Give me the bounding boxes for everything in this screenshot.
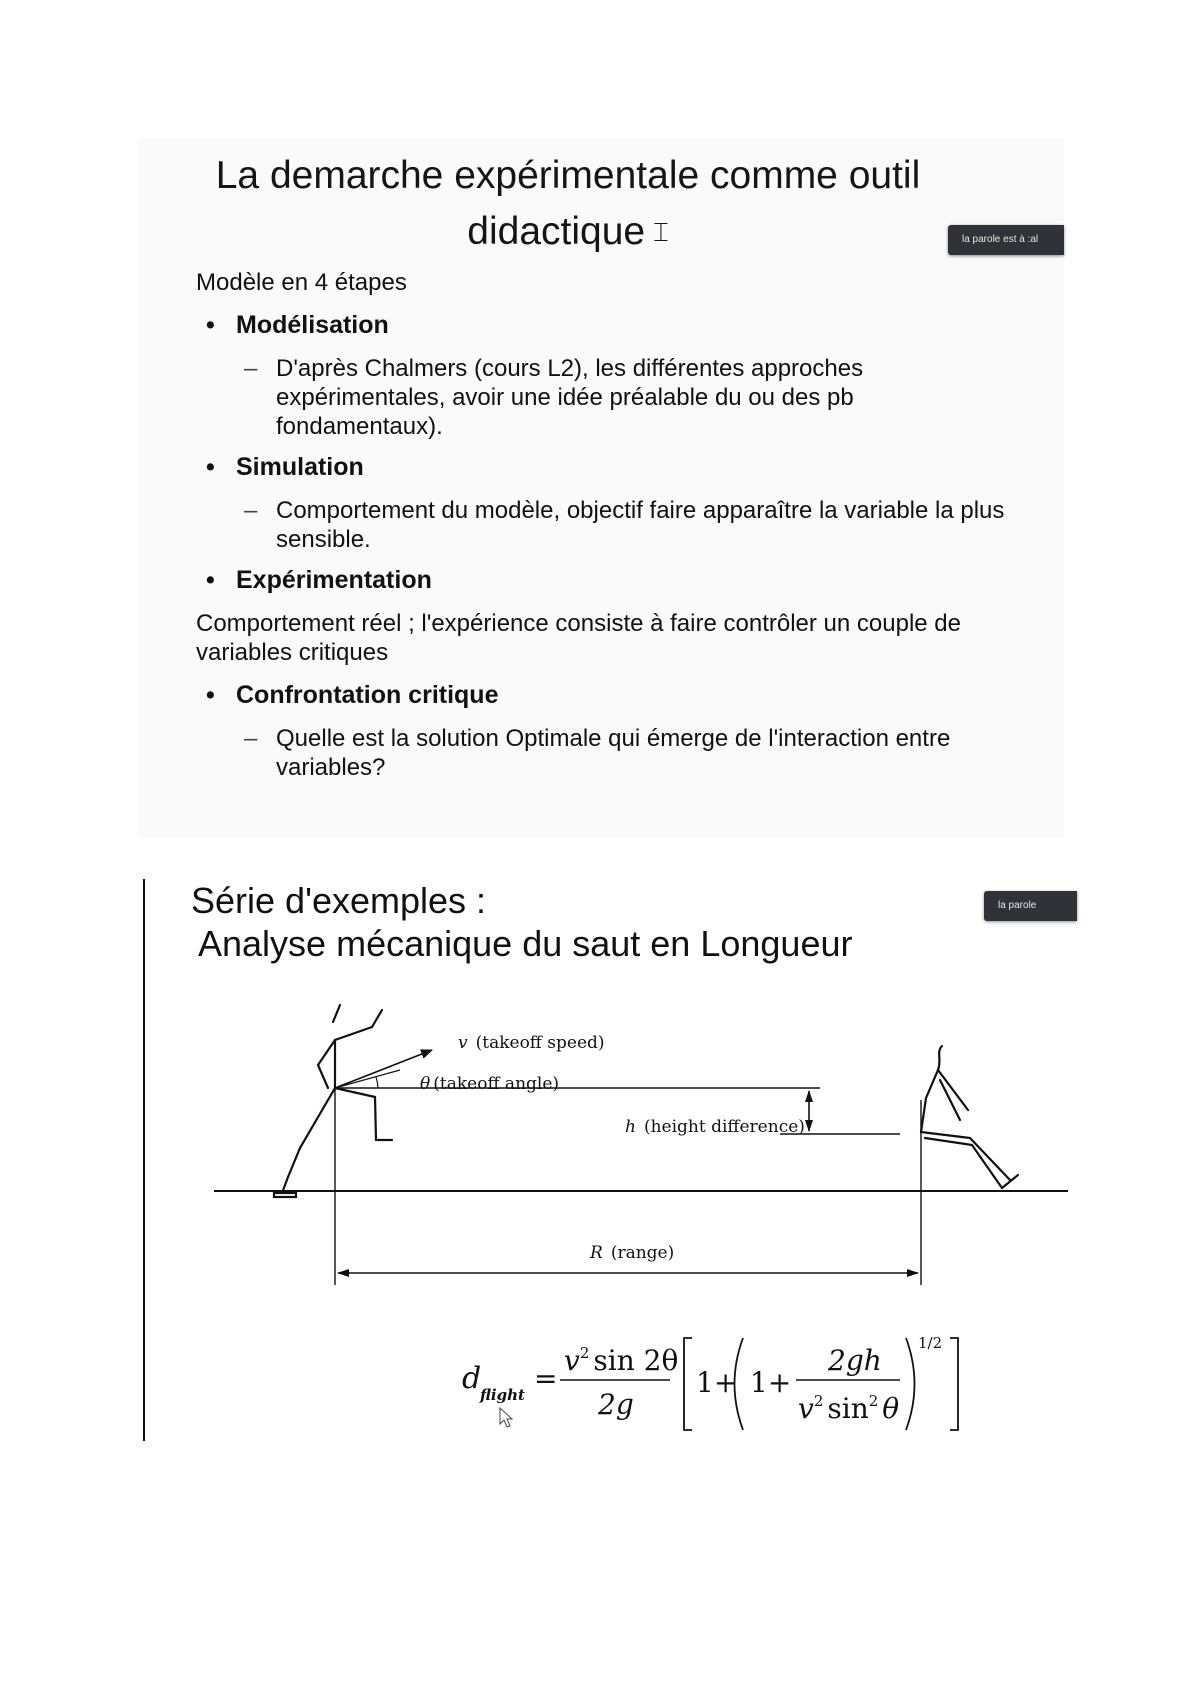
one-plus-outer: 1+ xyxy=(696,1366,738,1399)
left-bracket xyxy=(684,1338,692,1430)
detail-line: sensible. xyxy=(276,526,371,553)
detail-line: variables? xyxy=(276,754,386,781)
slide-body xyxy=(196,268,1056,794)
slide2-title-line1: Série d'exemples : xyxy=(191,880,487,921)
detail-line: – D'après Chalmers (cours L2), les différentes approches xyxy=(276,355,864,382)
takeoff-jumper xyxy=(274,1005,392,1197)
modelisation-detail xyxy=(196,354,1056,441)
experimentation-text xyxy=(196,609,1056,667)
frac1-denominator: 2g xyxy=(598,1388,634,1421)
bullet-confrontation: • Confrontation critique xyxy=(196,681,1056,710)
right-bracket xyxy=(950,1338,958,1430)
formula-lhs-subscript: flight xyxy=(480,1386,525,1404)
bullet-modelisation: • Modélisation xyxy=(196,311,1056,340)
slide-experimental-approach xyxy=(138,138,1064,838)
slide-title-line2: didactique xyxy=(467,210,646,253)
right-paren xyxy=(906,1338,915,1430)
v-label: v (takeoff speed) xyxy=(458,1033,605,1053)
theta-label: θ (takeoff angle) xyxy=(420,1074,560,1094)
speaker-tooltip: la parole est à :al xyxy=(948,225,1064,255)
exponent: 1/2 xyxy=(918,1334,943,1352)
text-line: variables critiques xyxy=(196,639,389,666)
frac1-numerator: $v^2$ sin 2θ xyxy=(564,1344,679,1377)
text-line: Comportement réel ; l'expérience consiste à faire contrôler un couple de xyxy=(196,610,961,637)
slide-title xyxy=(138,148,998,261)
intro-text: Modèle en 4 étapes xyxy=(196,269,407,296)
slide2-title-line2: Analyse mécanique du saut en Longueur xyxy=(198,923,853,964)
bullet-simulation: • Simulation xyxy=(196,453,1056,482)
flight-distance-formula xyxy=(460,1330,980,1440)
slide-title-line1: La demarche expérimentale comme outil xyxy=(215,154,921,197)
detail-line: – Comportement du modèle, objectif faire apparaître la variable la plus xyxy=(276,497,1005,524)
frac2-denominator: $v^2$ $\sin^2 \theta$ xyxy=(798,1392,900,1425)
formula-equals: = xyxy=(534,1362,558,1395)
angle-line xyxy=(335,1070,400,1088)
r-label: R (range) xyxy=(590,1243,675,1263)
h-label: h (height difference) xyxy=(625,1117,805,1137)
detail-line: – Quelle est la solution Optimale qui émerge de l'interaction entre xyxy=(276,725,951,752)
detail-line: expérimentales, avoir une idée préalable du ou des pb xyxy=(276,384,854,411)
confrontation-detail xyxy=(196,724,1056,782)
frac2-numerator: 2gh xyxy=(828,1344,882,1377)
bullet-experimentation: • Expérimentation xyxy=(196,566,1056,595)
formula-lhs: d xyxy=(462,1361,482,1396)
speaker-tooltip-2: la parole xyxy=(984,891,1077,921)
mouse-pointer-icon xyxy=(500,1408,512,1427)
detail-line: fondamentaux). xyxy=(276,413,443,440)
velocity-arrow xyxy=(335,1050,432,1088)
long-jump-diagram xyxy=(200,980,1070,1300)
simulation-detail xyxy=(196,496,1056,554)
slide-left-border xyxy=(143,879,145,1441)
angle-arc xyxy=(376,1077,378,1088)
landing-jumper xyxy=(921,1046,1018,1188)
text-cursor-icon: ⌶ xyxy=(653,218,669,248)
one-plus-inner: 1+ xyxy=(750,1366,792,1399)
